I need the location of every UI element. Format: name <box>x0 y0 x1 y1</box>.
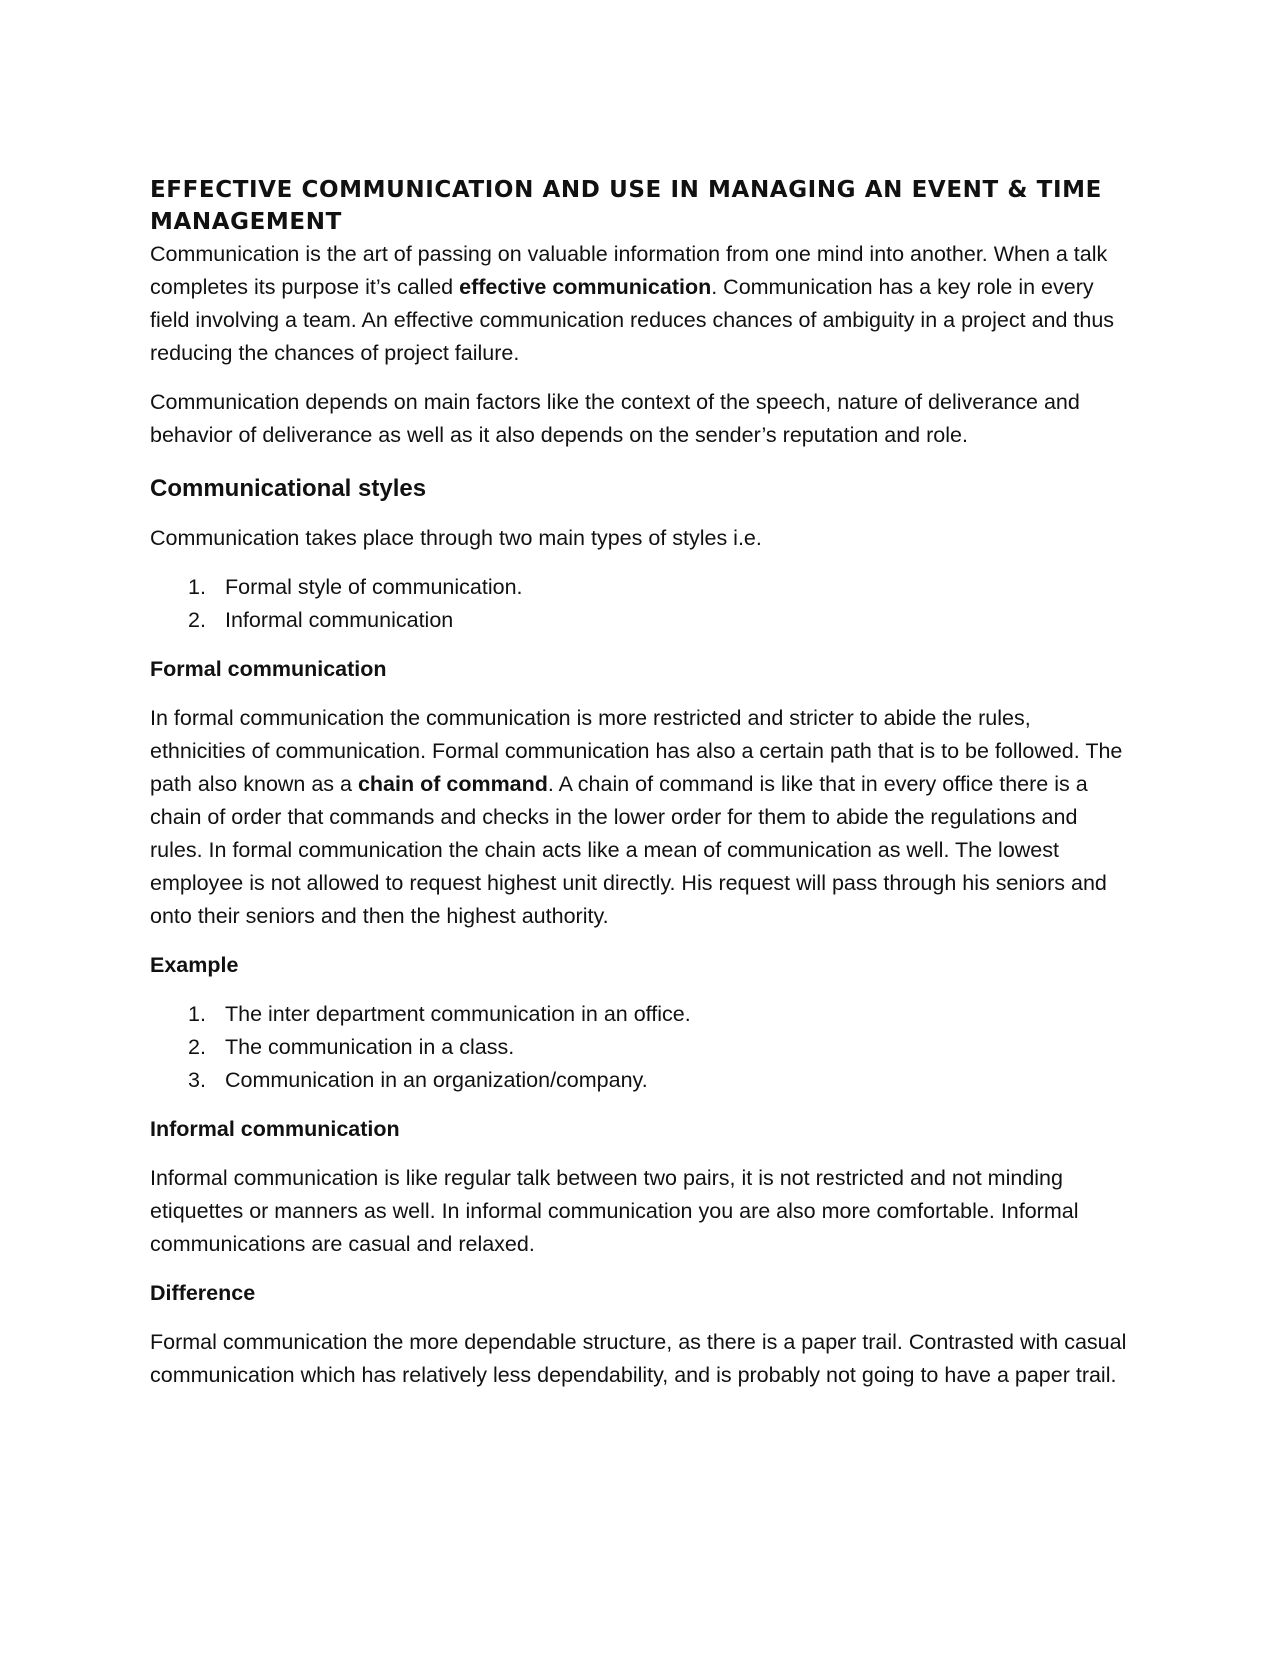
list-item <box>150 998 1130 1031</box>
informal-paragraph: Informal communication is like regular talk between two pairs, it is not restricted and not minding etiquettes or manners as well. In informal communication you are also more comfortable. Informal communications are casual and relaxed. <box>150 1166 1079 1256</box>
intro-bold-term: effective communication <box>459 275 712 299</box>
list-number: 2. <box>188 1035 206 1059</box>
list-item <box>150 571 1130 604</box>
styles-heading: Communicational styles <box>150 475 427 502</box>
list-number: 1. <box>188 575 206 599</box>
document-title: EFFECTIVE COMMUNICATION AND USE IN MANAGING AN EVENT & TIME MANAGEMENT <box>150 177 1102 235</box>
example-heading: Example <box>150 953 239 977</box>
list-text: Communication in an organization/company. <box>225 1068 648 1092</box>
list-number: 1. <box>188 1002 206 1026</box>
styles-intro: Communication takes place through two main types of styles i.e. <box>150 526 762 550</box>
intro-text-a: Communication is the art of passing on valuable information from one mind into another. When a talk completes its purpose it’s called <box>150 242 1108 299</box>
list-number: 3. <box>188 1068 206 1092</box>
document-page <box>150 174 1130 1392</box>
list-item <box>150 1031 1130 1064</box>
list-item <box>150 1064 1130 1097</box>
list-text: The inter department communication in an office. <box>225 1002 691 1026</box>
difference-paragraph: Formal communication the more dependable structure, as there is a paper trail. Contrasted with casual communication which has relatively less dependability, and is probably not going to have a paper trail. <box>150 1330 1127 1387</box>
intro-paragraph-2: Communication depends on main factors like the context of the speech, nature of deliverance and behavior of deliverance as well as it also depends on the sender’s reputation and role. <box>150 390 1080 447</box>
informal-heading: Informal communication <box>150 1117 400 1141</box>
list-text: Informal communication <box>225 608 454 632</box>
difference-heading: Difference <box>150 1281 256 1305</box>
formal-text-b: . A chain of command is like that in every office there is a chain of order that commands and checks in the lower order for them to abide the regulations and rules. In formal communication the chain acts like a mean of communication as well. The lowest employee is not allowed to request highest unit directly. His request will pass through his seniors and onto their seniors and then the highest authority. <box>150 772 1107 928</box>
list-number: 2. <box>188 608 206 632</box>
list-item <box>150 604 1130 637</box>
formal-bold-term: chain of command <box>357 772 548 796</box>
list-text: The communication in a class. <box>225 1035 515 1059</box>
formal-heading: Formal communication <box>150 657 387 681</box>
example-list <box>150 998 1130 1097</box>
formal-paragraph <box>150 702 1130 933</box>
formal-text-a: In formal communication the communication is more restricted and stricter to abide the rules, ethnicities of communication. Formal communication has also a certain path that is to be followed. The path also known as a <box>150 706 1123 796</box>
intro-text-b: . Communication has a key role in every field involving a team. An effective communication reduces chances of ambiguity in a project and thus reducing the chances of project failure. <box>150 275 1115 365</box>
styles-list <box>150 571 1130 637</box>
list-text: Formal style of communication. <box>225 575 523 599</box>
intro-paragraph-1 <box>150 238 1130 370</box>
